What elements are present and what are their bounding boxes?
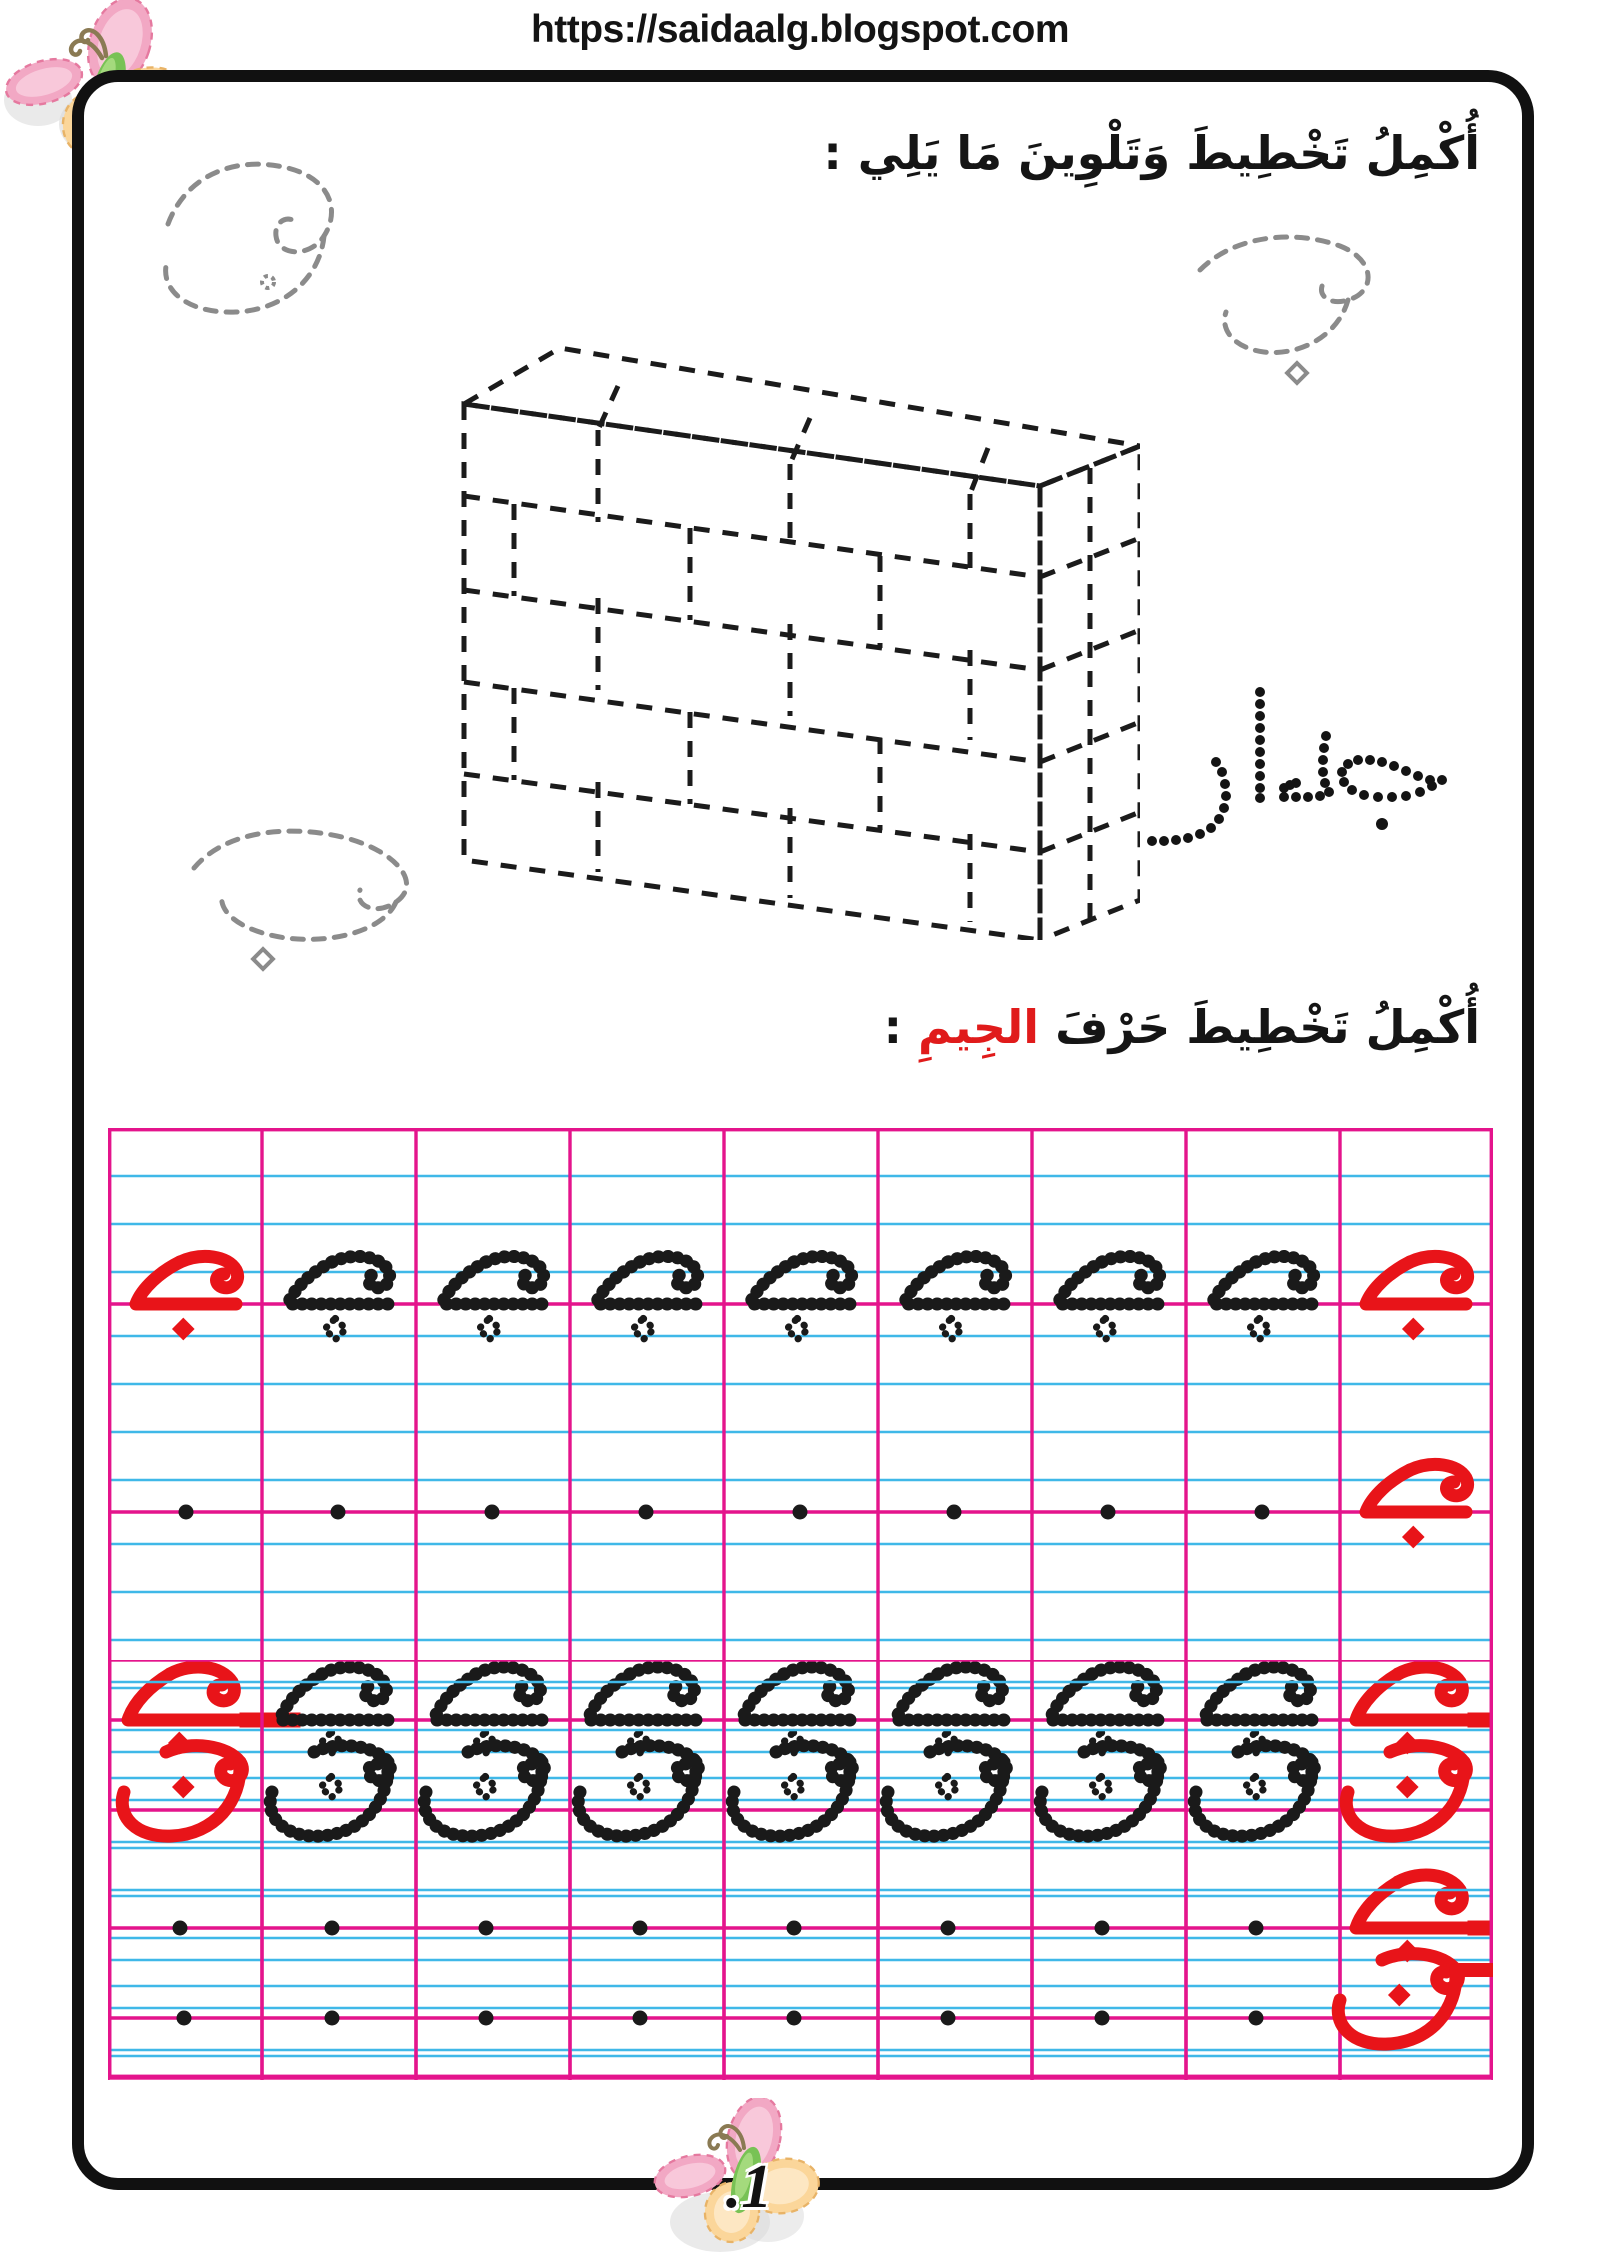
letter-name-highlight: الجِيمِ	[918, 1000, 1040, 1054]
model-letter-row1-left	[136, 1256, 238, 1339]
model-letter-row1-right	[1366, 1256, 1468, 1339]
rule-lines-lower	[108, 1682, 1493, 2050]
brick-wall-illustration	[440, 300, 1140, 940]
model-letter-row6-right	[1338, 1954, 1493, 2044]
instruction-2-suffix: :	[883, 1000, 919, 1054]
handwriting-practice-grid-lower[interactable]	[108, 1660, 1493, 2080]
model-letter-row5-right	[1346, 1746, 1466, 1836]
page-number: 1.	[725, 2153, 773, 2221]
instruction-1-text: أُكْمِلُ تَخْطِيطَ وَتَلْوِينَ مَا يَلِي :	[823, 126, 1480, 180]
decorative-dotted-letter-jeem-top-left	[128, 132, 368, 362]
model-letter-row5-left	[122, 1746, 242, 1836]
decorative-dotted-letter-jeem-top-right	[1178, 208, 1398, 418]
dotted-trace-row5	[270, 1746, 1314, 1836]
model-letter-row2-right	[1366, 1464, 1468, 1547]
decorative-dotted-letter-jeem-bottom-left	[170, 810, 450, 1010]
dotted-trace-row1	[288, 1256, 1314, 1339]
instruction-heading-trace-letter-jeem	[884, 1000, 1480, 1054]
site-url: https://saidaalg.blogspot.com	[530, 8, 1070, 51]
instruction-heading-trace-and-color	[823, 126, 1480, 180]
instruction-2-prefix: أُكْمِلُ تَخْطِيطَ حَرْفَ	[1039, 1000, 1480, 1054]
dotted-word-jidar	[1130, 640, 1460, 890]
